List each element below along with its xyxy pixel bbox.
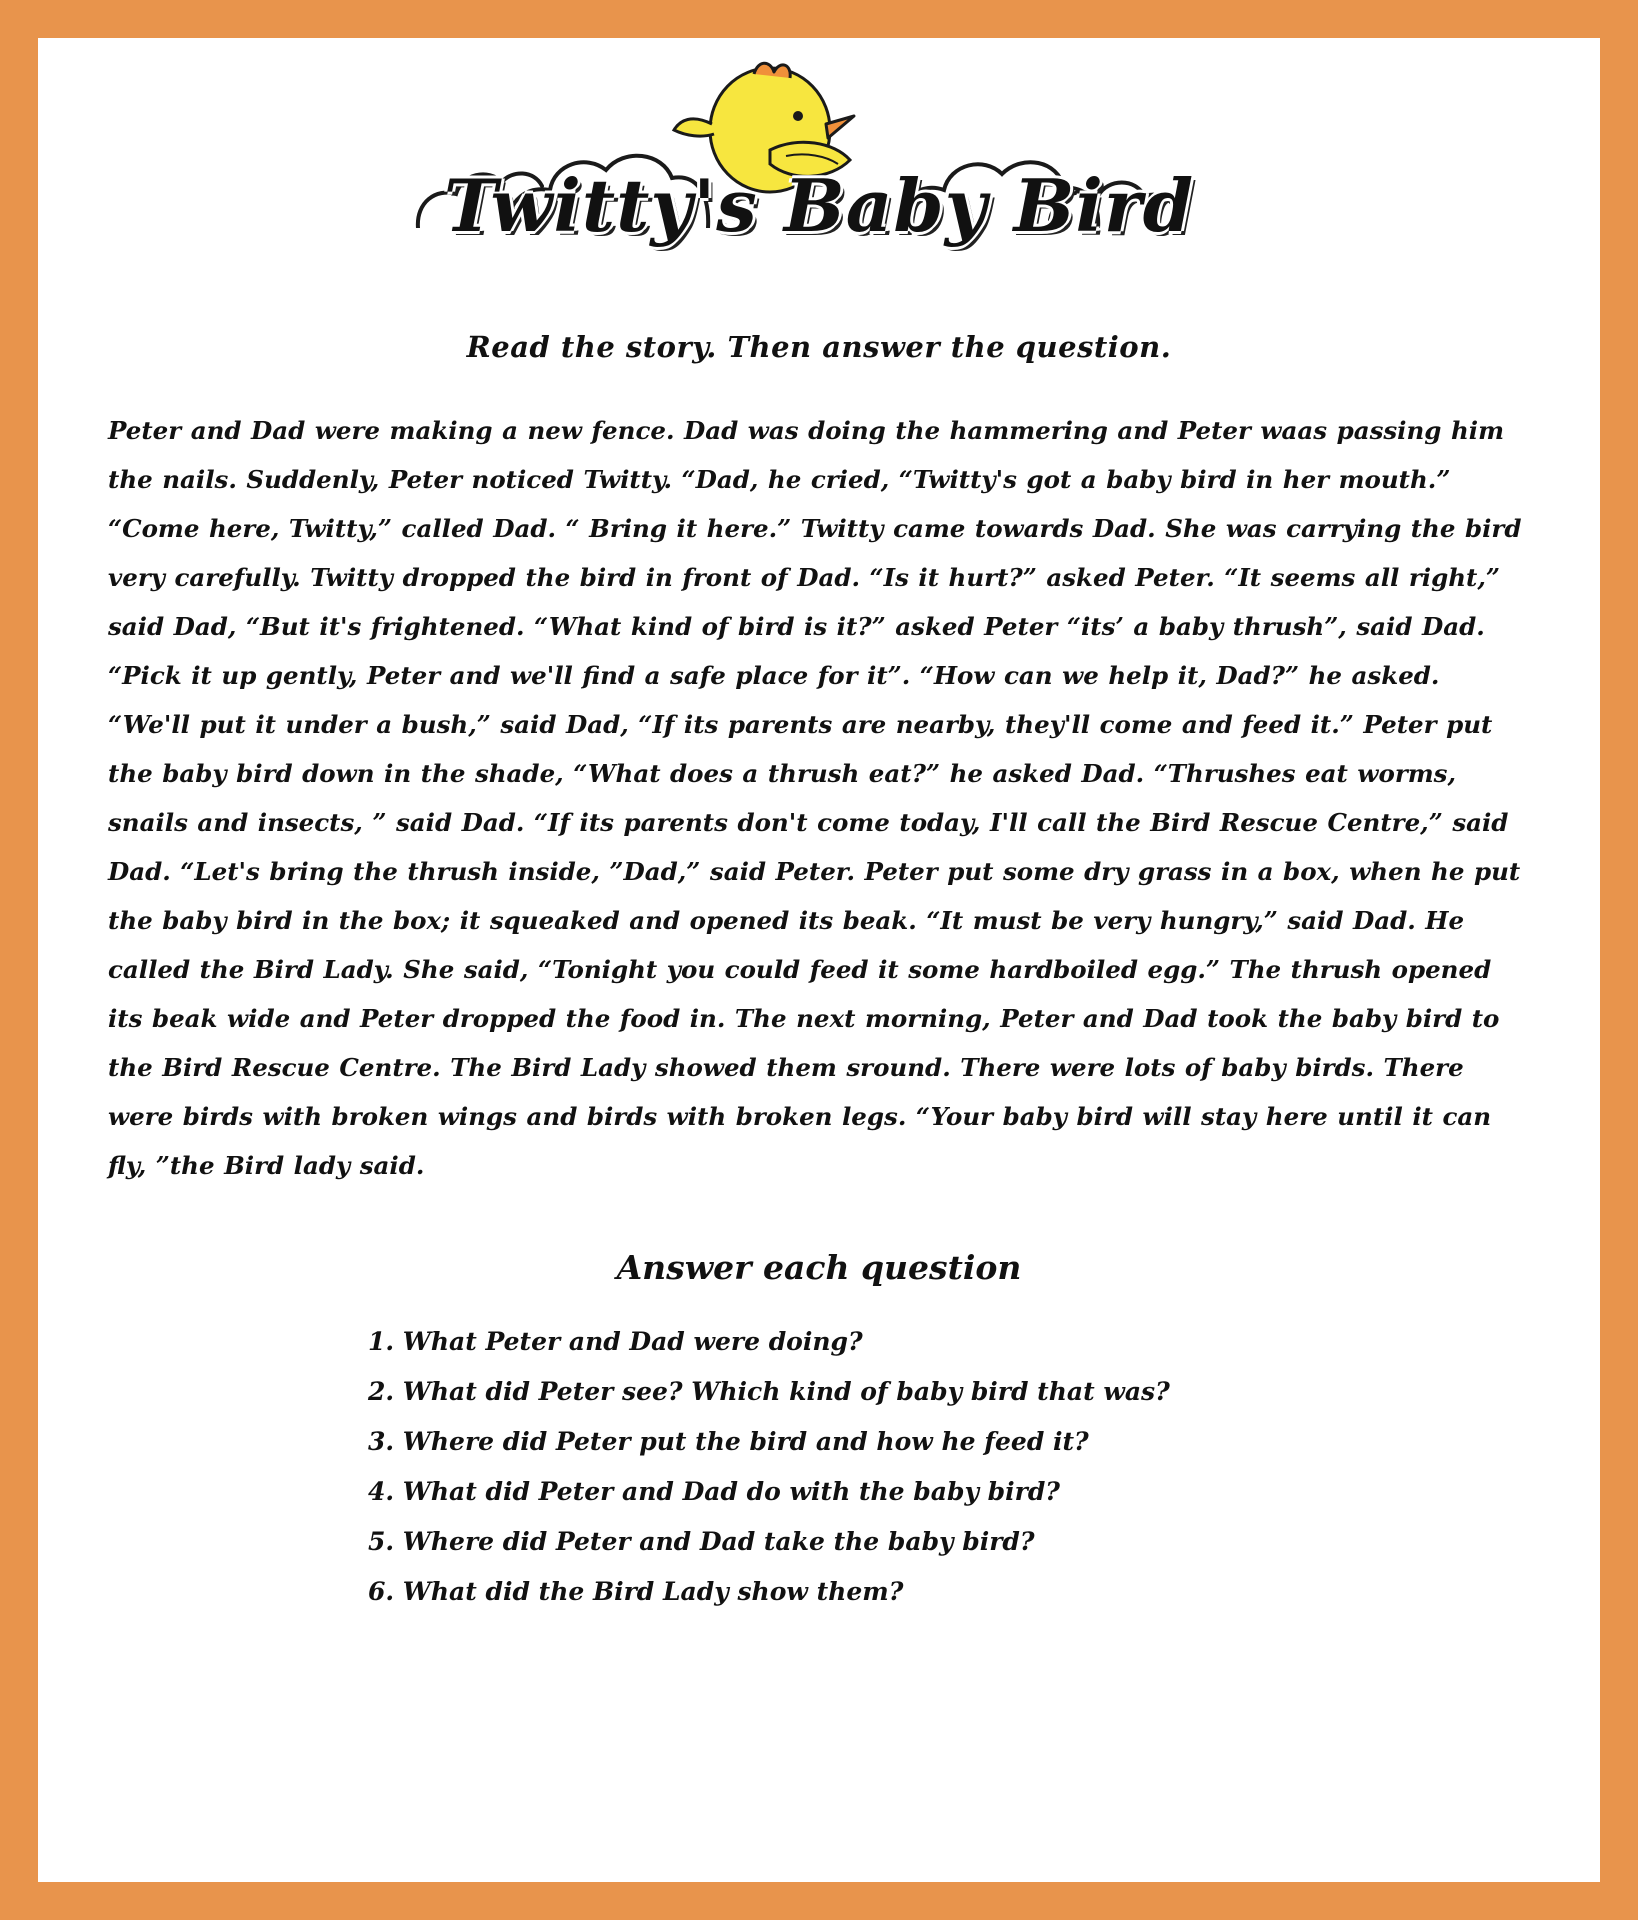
list-item: 3. Where did Peter put the bird and how he feed it? — [368, 1427, 1089, 1456]
story-text: Peter and Dad were making a new fence. Dad was doing the hammering and Peter waas passing him the nails. Suddenly, Peter noticed Twitty. “Dad, he cried, “Twitty's got a baby bird in her mouth.” “Come here, Twitty,” called Dad. “ Bring it here.” Twitty came towards Dad. She was carrying the bird very carefully. Twitty dropped the bird in front of Dad. “Is it hurt?” asked Peter. “It seems all right,” said Dad, “But it's frightened. “What kind of bird is it?” asked Peter “its’ a baby thrush”, said Dad. “Pick it up gently, Peter and we'll find a safe place for it”. “How can we help it, Dad?” he asked. “We'll put it under a bush,” said Dad, “If its parents are nearby, they'll come and feed it.” Peter put the baby bird down in the shade, “What does a thrush eat?” he asked Dad. “Thrushes eat worms, snails and insects, ” said Dad. “If its parents don't come today, I'll call the Bird Rescue Centre,” said Dad. “Let's bring the thrush inside, ”Dad,” said Peter. Peter put some dry grass in a box, when he put the baby bird in the box; it squeaked and opened its beak. “It must be very hungry,” said Dad. He called the Bird Lady. She said, “Tonight you could feed it some hardboiled egg.” The thrush opened its beak wide and Peter dropped the food in. The next morning, Peter and Dad took the baby bird to the Bird Rescue Centre. The Bird Lady showed them sround. There were lots of baby birds. There were birds with broken wings and birds with broken legs. “Your baby bird will stay here until it can fly, ”the Bird lady said. — [108, 416, 1522, 1180]
list-item: 4. What did Peter and Dad do with the baby bird? — [368, 1477, 1060, 1506]
instruction-text: Read the story. Then answer the question. — [466, 330, 1172, 364]
list-item: 2. What did Peter see? Which kind of baby bird that was? — [368, 1377, 1170, 1406]
list-item: 5. Where did Peter and Dad take the baby bird? — [368, 1527, 1035, 1556]
questions-heading: Answer each question — [616, 1248, 1022, 1287]
page-title: Twitty's Baby Bird — [443, 163, 1195, 248]
worksheet-header — [38, 38, 1600, 288]
list-item: 1. What Peter and Dad were doing? — [368, 1327, 863, 1356]
questions-list — [368, 1317, 1600, 1617]
list-item: 6. What did the Bird Lady show them? — [368, 1577, 904, 1606]
worksheet-page — [38, 38, 1600, 1882]
